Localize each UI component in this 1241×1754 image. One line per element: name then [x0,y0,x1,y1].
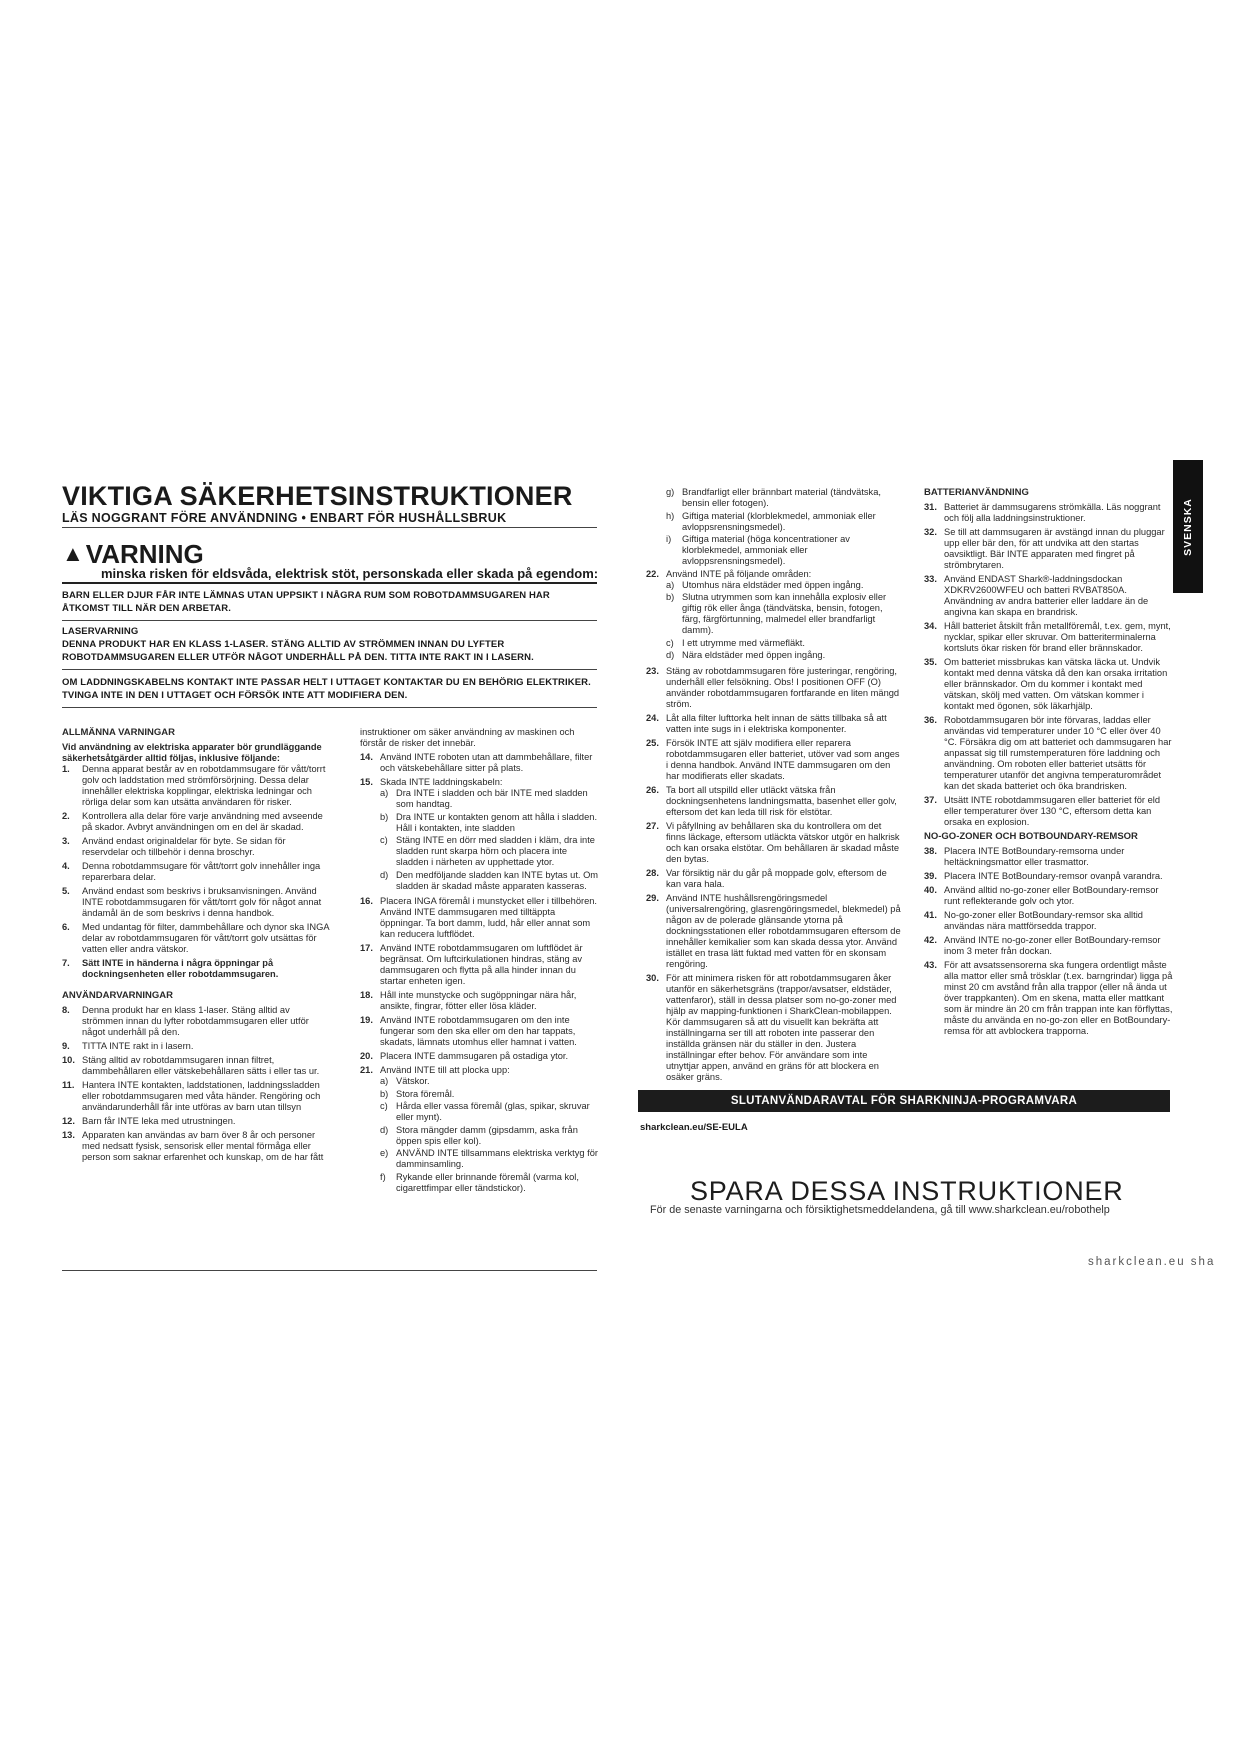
list-item [924,657,1176,712]
item-text: Hantera INTE kontakten, laddstationen, laddningssladden eller robotdammsugaren med våta händer. Rengöring och användarunderhåll får inte utföras av barn utan tillsyn [82,1080,321,1112]
list-item [62,958,332,980]
item-number: 30. [646,972,659,983]
item-number: 2. [62,811,70,821]
sub-letter: c) [666,637,674,648]
sub-text: Stäng INTE en dörr med sladden i kläm, dra inte sladden runt skarpa hörn och placera inte sladden i närheten av upphettade ytor. [396,835,595,867]
list-item [360,943,600,987]
list-item [360,1015,600,1048]
item-number: 18. [360,990,373,1000]
item-text: Vi påfyllning av behållaren ska du kontrollera om det finns läckage, eftersom utläckta vätskor utgör en halkrisk och kan orsaka elstötar. Om behållaren är skadad måste den bytas. [666,820,900,864]
list-item [360,1051,600,1062]
list-item [924,621,1176,654]
item-text: Använd INTE no-go-zoner eller BotBoundary-remsor inom 3 meter från dockan. [944,935,1161,956]
list-item [646,713,902,735]
item-text: Skada INTE laddningskabeln: [380,777,503,787]
sub-item [666,638,902,649]
column-areas [646,487,902,1086]
item-text: Se till att dammsugaren är avstängd innan du pluggar upp eller bär den, för att undvika att den startas oavsiktligt. Bär INTE apparaten med fingret på strömbrytaren. [944,527,1165,570]
list-item [62,1116,332,1127]
sub-item [666,580,902,591]
children-notice: BARN ELLER DJUR FÅR INTE LÄMNAS UTAN UPPSIKT I NÅGRA RUM SOM ROBOTDAMMSUGAREN HAR ÅTKOMST TILL NÄR DEN ARBETAR. [62,590,550,614]
item-number: 34. [924,621,937,631]
sub-text: Slutna utrymmen som kan innehålla explosiv eller giftig rök eller ånga (tändvätska, bensin, fotogen, färg, färgförtunning, malmedel eller brandfarligt damm). [682,592,887,635]
sub-letter: b) [380,1088,389,1099]
divider [62,582,597,584]
list-item [924,527,1176,571]
item-number: 21. [360,1065,373,1075]
laser-text: DENNA PRODUKT HAR EN KLASS 1-LASER. STÄNG ALLTID AV STRÖMMEN INNAN DU LYFTER ROBOTDAMMSUGAREN ELLER UTFÖR NÅGOT UNDERHÅLL PÅ DEN. TITTA INTE RAKT IN I LASERN. [62,639,534,663]
sub-letter: h) [666,510,675,521]
sub-item [380,1125,600,1147]
item-text: Stäng alltid av robotdammsugaren innan filtret, dammbehållaren eller vätskebehållaren sätts i eller tas ur. [82,1055,320,1076]
list-item [646,785,902,818]
item-text: Stäng av robotdammsugaren före justeringar, rengöring, underhåll eller felsökning. Obs! I positionen OFF (O) använder robotdammsugaren fortfarande en liten mängd ström. [666,665,900,709]
item-text: Med undantag för filter, dammbehållare och dynor ska INGA delar av robotdammsugaren för vått/torrt golv utsättas för vatten eller andra vätskor. [82,922,330,954]
item-text: Kontrollera alla delar före varje användning med avseende på skador. Avbryt användningen om en del är skadad. [82,811,323,832]
item-text: För att minimera risken för att robotdammsugaren åker utanför en säkerhetsgräns (trappor/avsatser, eldstäder, vattenfaror), ställ in dessa platser som no-go-zoner med hjälp av mapping-funktionen i SharkClean-mobilappen. Kör dammsugaren så att du visuellt kan bekräfta att inställningarna ser till att roboten inte passerar den inställda gränsen när du ställer in den. Justera inställningar efter behov. För användare som inte utnyttjar appen, använd en gräns för att blockera en osäker gräns. [666,972,897,1082]
column-battery [924,487,1176,1040]
user-warnings-heading: ANVÄNDARVARNINGAR [62,990,174,1001]
item-text: Använd INTE till att plocka upp: [380,1065,510,1075]
item-number: 36. [924,715,937,725]
item-number: 1. [62,764,70,774]
item-text: Placera INTE dammsugaren på ostadiga ytor. [380,1051,569,1061]
item-text: Batteriet är dammsugarens strömkälla. Läs noggrant och följ alla laddningsinstruktioner. [944,502,1161,523]
item-number: 19. [360,1015,373,1025]
item-text: Använd endast som beskrivs i bruksanvisningen. Använd INTE robotdammsugaren för vått/torrt golv för något annat ändamål än de som beskrivs i denna handbok. [82,886,322,918]
sub-item [380,1076,600,1087]
list-item [924,502,1176,524]
item-number: 43. [924,960,937,970]
item-number: 15. [360,777,373,787]
battery-heading: BATTERIANVÄNDNING [924,487,1029,498]
list-item [62,764,332,808]
item-text: Försök INTE att själv modifiera eller reparera robotdammsugaren eller batteriet, utöver vad som anges i denna handbok. Använd INTE dammsugaren om den har modifierats eller skadats. [666,737,900,781]
sub-text: Stora föremål. [396,1088,455,1099]
sub-text: Utomhus nära eldstäder med öppen ingång. [682,579,864,590]
item-number: 35. [924,657,937,667]
sub-item [380,835,600,868]
list-item [646,569,902,663]
sub-text: Hårda eller vassa föremål (glas, spikar, skruvar eller mynt). [396,1101,590,1122]
sub-text: Den medföljande sladden kan INTE bytas ut. Om sladden är skadad måste apparaten kasseras. [396,869,599,891]
item-text: Håll inte munstycke och sugöppningar nära hår, ansikte, fingrar, fötter eller lösa kläder. [380,990,577,1011]
list-item [924,935,1176,957]
sub-item [380,788,600,810]
item-text: Denna robotdammsugare för vått/torrt golv innehåller inga reparerbara delar. [82,861,321,882]
item-number: 32. [924,527,937,537]
sub-letter: c) [380,1101,388,1111]
item-text: Denna produkt har en klass 1-laser. Stäng alltid av strömmen innan du lyfter robotdammsugaren eller utför något underhåll på den. [82,1005,309,1037]
item-number: 12. [62,1116,75,1126]
nogo-heading: NO-GO-ZONER OCH BOTBOUNDARY-REMSOR [924,831,1138,842]
list-item [360,752,600,774]
item-body [380,777,600,893]
item-text: Använd alltid no-go-zoner eller BotBoundary-remsor runt reflekterande golv och ytor. [944,885,1159,906]
continuation-text: instruktioner om säker användning av maskinen och förstår de risker det innebär. [360,727,575,748]
list-item [924,910,1176,932]
item-number: 22. [646,568,659,579]
list-item [646,893,902,970]
item-number: 38. [924,846,937,856]
sub-text: Brandfarligt eller brännbart material (tändvätska, bensin eller fotogen). [682,487,881,508]
item-number: 26. [646,784,659,795]
sub-letter: a) [380,788,389,798]
list-item [360,990,600,1012]
list-item [924,795,1176,828]
sub-letter: b) [666,592,675,602]
list-item [62,861,332,883]
eula-banner: SLUTANVÄNDARAVTAL FÖR SHARKNINJA-PROGRAMVARA [638,1090,1170,1112]
warning-triangle-icon: ▲ [62,541,84,566]
item-number: 29. [646,892,659,903]
save-instructions-title: SPARA DESSA INSTRUKTIONER [690,1176,1124,1206]
sub-item [380,812,600,834]
item-text: Denna apparat består av en robotdammsugare för vått/torrt golv och laddstation med strömförsörjning. Dessa delar innehåller elektriska kopplingar, elektriska ledningar och rörliga delar som kan utsätta användaren för risker. [82,764,326,807]
list-item [924,871,1176,882]
list-item [62,811,332,833]
item-number: 3. [62,836,70,846]
item-number: 42. [924,935,937,945]
eula-link[interactable]: sharkclean.eu/SE-EULA [640,1122,748,1133]
item-text: Håll batteriet åtskilt från metallföremål, t.ex. gem, mynt, nycklar, spikar eller skruvar. Om batteriterminalerna kortsluts ökar risken för brand eller brännskador. [944,621,1171,653]
list-item [360,777,600,893]
list-item [924,574,1176,618]
list-item [62,1041,332,1052]
item-number: 4. [62,861,70,871]
sub-text: Giftiga material (höga koncentrationer av klorblekmedel, ammoniak eller avloppsrensningsmedel). [682,534,850,566]
list-item [360,896,600,940]
list-item [62,1080,332,1113]
item-text: Apparaten kan användas av barn över 8 år och personer med nedsatt fysisk, sensorisk eller mental förmåga eller person som saknar erfarenhet och kunskap, om de har fått [82,1130,324,1162]
warning-title: VARNING [85,539,204,569]
item-body [666,569,902,663]
item-text: Robotdammsugaren bör inte förvaras, laddas eller användas vid temperaturer under 10 °C eller över 40 °C. Försäkra dig om att batteriet och dammsugaren har anpassat sig till rumstemperaturen före laddning och användning. Om roboten eller batteriet utsätts för temperaturer utanför det angivna temperaturområdet kan det skada batteriet och öka brandrisken. [944,715,1172,791]
divider [62,669,597,670]
sub-letter: b) [380,811,389,822]
divider [62,707,597,708]
user-list [62,1005,332,1163]
language-tab-label: SVENSKA [1182,497,1195,556]
list-item [646,738,902,782]
item-text: Använd INTE på följande områden: [666,568,812,579]
item-number: 23. [646,665,659,676]
item-number: 7. [62,958,70,968]
sub-item [666,534,902,567]
item-text: Om batteriet missbrukas kan vätska läcka ut. Undvik kontakt med denna vätska då den kan orsaka irritation eller brännskador. Om du kommer i kontakt med vätskan, skölj med vatten. Om vätskan kommer i kontakt med ögonen, sök läkarhjälp. [944,657,1168,711]
list-item [62,922,332,955]
sub-text: Vätskor. [396,1076,430,1086]
item-number: 33. [924,574,937,584]
sub-text: Stora mängder damm (gipsdamm, aska från öppen spis eller kol). [396,1124,578,1146]
item-number: 10. [62,1055,75,1065]
item-number: 8. [62,1005,70,1015]
item-number: 6. [62,922,70,932]
plug-notice: OM LADDNINGSKABELNS KONTAKT INTE PASSAR HELT I UTTAGET KONTAKTAR DU EN BEHÖRIG ELEKTRIKER. TVINGA INTE IN DEN I UTTAGET OCH FÖRSÖK INTE ATT MODIFIERA DEN. [62,677,591,701]
warning-heading [62,540,204,568]
item-text: Använd INTE robotdammsugaren om den inte fungerar som den ska eller om den har tappats, skadats, lämnats utomhus eller hamnat i vatten. [380,1015,577,1047]
item-text: Placera INGA föremål i munstycket eller i tillbehören. Använd INTE dammsugaren med tilltäppta öppningar. Ta bort damm, ludd, hår eller annat som kan reducera luftflödet. [380,896,598,939]
divider [62,1270,597,1271]
item-number: 9. [62,1041,70,1051]
list-item [62,1130,332,1163]
list-item [360,1065,600,1195]
item-number: 11. [62,1080,75,1090]
footer-url: sharkclean.eu sha [1088,1256,1216,1268]
laser-heading: LASERVARNING [62,626,139,637]
item-text: Sätt INTE in händerna i några öppningar på dockningsenheten eller robotdammsugaren. [82,958,279,979]
continued-subs [646,487,902,567]
item-text: Använd INTE roboten utan att dammbehållare, filter och vätskebehållare sitter på plats. [380,752,593,773]
item-number: 24. [646,712,659,723]
sub-text: ANVÄND INTE tillsammans elektriska verktyg för damminsamling. [396,1148,598,1169]
item-number: 14. [360,752,373,762]
sub-letter: d) [380,1124,389,1135]
list-item [924,715,1176,792]
sub-letter: f) [380,1171,386,1182]
page-subtitle: LÄS NOGGRANT FÖRE ANVÄNDNING • ENBART FÖR HUSHÅLLSBRUK [62,511,507,525]
item-number: 5. [62,886,70,896]
sub-letter: c) [380,835,388,845]
list-item [646,868,902,890]
item-number: 39. [924,871,937,881]
sub-letter: a) [380,1076,389,1086]
item-text: Var försiktig när du går på moppade golv, eftersom de kan vara hala. [666,867,887,889]
list-item [62,836,332,858]
item-text: No-go-zoner eller BotBoundary-remsor ska alltid användas nära mattförsedda trappor. [944,910,1143,931]
item-number: 41. [924,910,937,920]
sub-text: Rykande eller brinnande föremål (varma kol, cigarettfimpar eller tändstickor). [396,1171,579,1193]
general-warnings-heading: ALLMÄNNA VARNINGAR [62,727,175,738]
item-number: 13. [62,1130,75,1140]
sub-letter: d) [666,650,675,660]
item-text: Använd endast originaldelar för byte. Se sidan för reservdelar och tillbehör i denna broschyr. [82,836,286,857]
save-instructions-subtitle: För de senaste varningarna och försiktighetsmeddelandena, gå till www.sharkclean.eu/robothelp [650,1204,1110,1216]
sub-item [380,1101,600,1123]
list-item [646,973,902,1083]
sub-item [666,650,902,661]
list-item [62,1055,332,1077]
item-text: TITTA INTE rakt in i lasern. [82,1041,194,1051]
item-text: Använd INTE hushållsrengöringsmedel (universalrengöring, glasrengöringsmedel, blekmedel) på någon av de polerade glänsande ytorna på dockningsstationen eller robotdammsugaren eftersom de innehåller kemikalier som kan skada dessa ytor. Använd istället en trasa lätt fuktad med vatten för en skonsam rengöring. [666,892,901,969]
item-number: 40. [924,885,937,895]
list-item [924,960,1176,1037]
item-text: Placera INTE BotBoundary-remsorna under heltäckningsmattor eller trasmattor. [944,846,1125,867]
item-text: Barn får INTE leka med utrustningen. [82,1116,236,1126]
column-general-warnings [62,727,332,1166]
item-number: 16. [360,896,373,906]
item-number: 17. [360,943,373,953]
general-intro: Vid användning av elektriska apparater bör grundläggande säkerhetsåtgärder alltid följas, inklusive följande: [62,742,322,763]
general-list [62,764,332,980]
page-title: VIKTIGA SÄKERHETSINSTRUKTIONER [62,481,573,511]
sub-letter: e) [380,1148,389,1158]
sub-item [380,1148,600,1170]
list-item [646,666,902,710]
item-text: För att avsatssensorerna ska fungera ordentligt måste alla mattor eller små trösklar (t.ex. barngrindar) ligga på minst 20 cm avstånd från alla trappor (eller nå ända ut över trappkanten). Om en skena, matta eller mattkant som är mindre än 20 cm från trappan inte kan förflyttas, måste du använda en no-go-zon eller en BotBoundary-remsa för att avblockera trapporna. [944,960,1173,1036]
item-text: Utsätt INTE robotdammsugaren eller batteriet för eld eller temperaturer över 130 °C, eftersom detta kan orsaka en explosion. [944,795,1160,827]
list-item [646,821,902,865]
divider [62,620,597,621]
list-item [62,1005,332,1038]
sub-text: I ett utrymme med värmefläkt. [682,637,805,648]
sub-item [666,592,902,636]
warning-subtitle: minska risken för eldsvåda, elektrisk stöt, personskada eller skada på egendom: [101,566,599,581]
item-number: 37. [924,795,937,805]
item-text: Använd INTE robotdammsugaren om luftflödet är begränsat. Om luftcirkulationen hindras, stäng av dammsugaren och flytta på alla hinder innan du startar enheten igen. [380,943,583,986]
sub-item [666,487,902,509]
item-number: 31. [924,502,937,512]
sub-text: Giftiga material (klorblekmedel, ammoniak eller avloppsrensningsmedel). [682,510,876,532]
list-item [924,885,1176,907]
sub-text: Nära eldstäder med öppen ingång. [682,650,826,660]
item-text: Placera INTE BotBoundary-remsor ovanpå varandra. [944,871,1163,881]
item-text: Använd ENDAST Shark®-laddningsdockan XDKRV2600WFEU och batteri RVBAT850A. Användning av andra batterier eller laddare än de angivna kan skapa en brandrisk. [944,574,1149,617]
sub-item [666,511,902,533]
sub-letter: i) [666,534,672,544]
column-continued-warnings [360,727,600,1198]
item-number: 28. [646,867,659,878]
item-number: 27. [646,820,659,831]
sub-letter: a) [666,579,675,590]
sub-text: Dra INTE ur kontakten genom att hålla i sladden. Håll i kontakten, inte sladden [396,811,598,833]
sub-item [380,1089,600,1100]
list-item [924,846,1176,868]
sub-letter: d) [380,869,389,880]
item-text: Ta bort all utspilld eller utläckt vätska från dockningsenhetens landningsmatta, basenhet eller golv, eftersom det kan leda till risk för elstötar. [666,784,897,817]
item-text: Låt alla filter lufttorka helt innan de sätts tillbaka så att vatten inte sugs in i elektriska komponenter. [666,712,887,734]
sub-letter: g) [666,487,675,497]
language-tab [1173,460,1203,593]
item-number: 25. [646,737,659,748]
sub-item [380,870,600,892]
sub-item [380,1172,600,1194]
item-body [380,1065,600,1195]
item-number: 20. [360,1051,373,1061]
list-item [62,886,332,919]
sub-text: Dra INTE i sladden och bär INTE med sladden som handtag. [396,788,588,809]
divider [62,527,597,528]
